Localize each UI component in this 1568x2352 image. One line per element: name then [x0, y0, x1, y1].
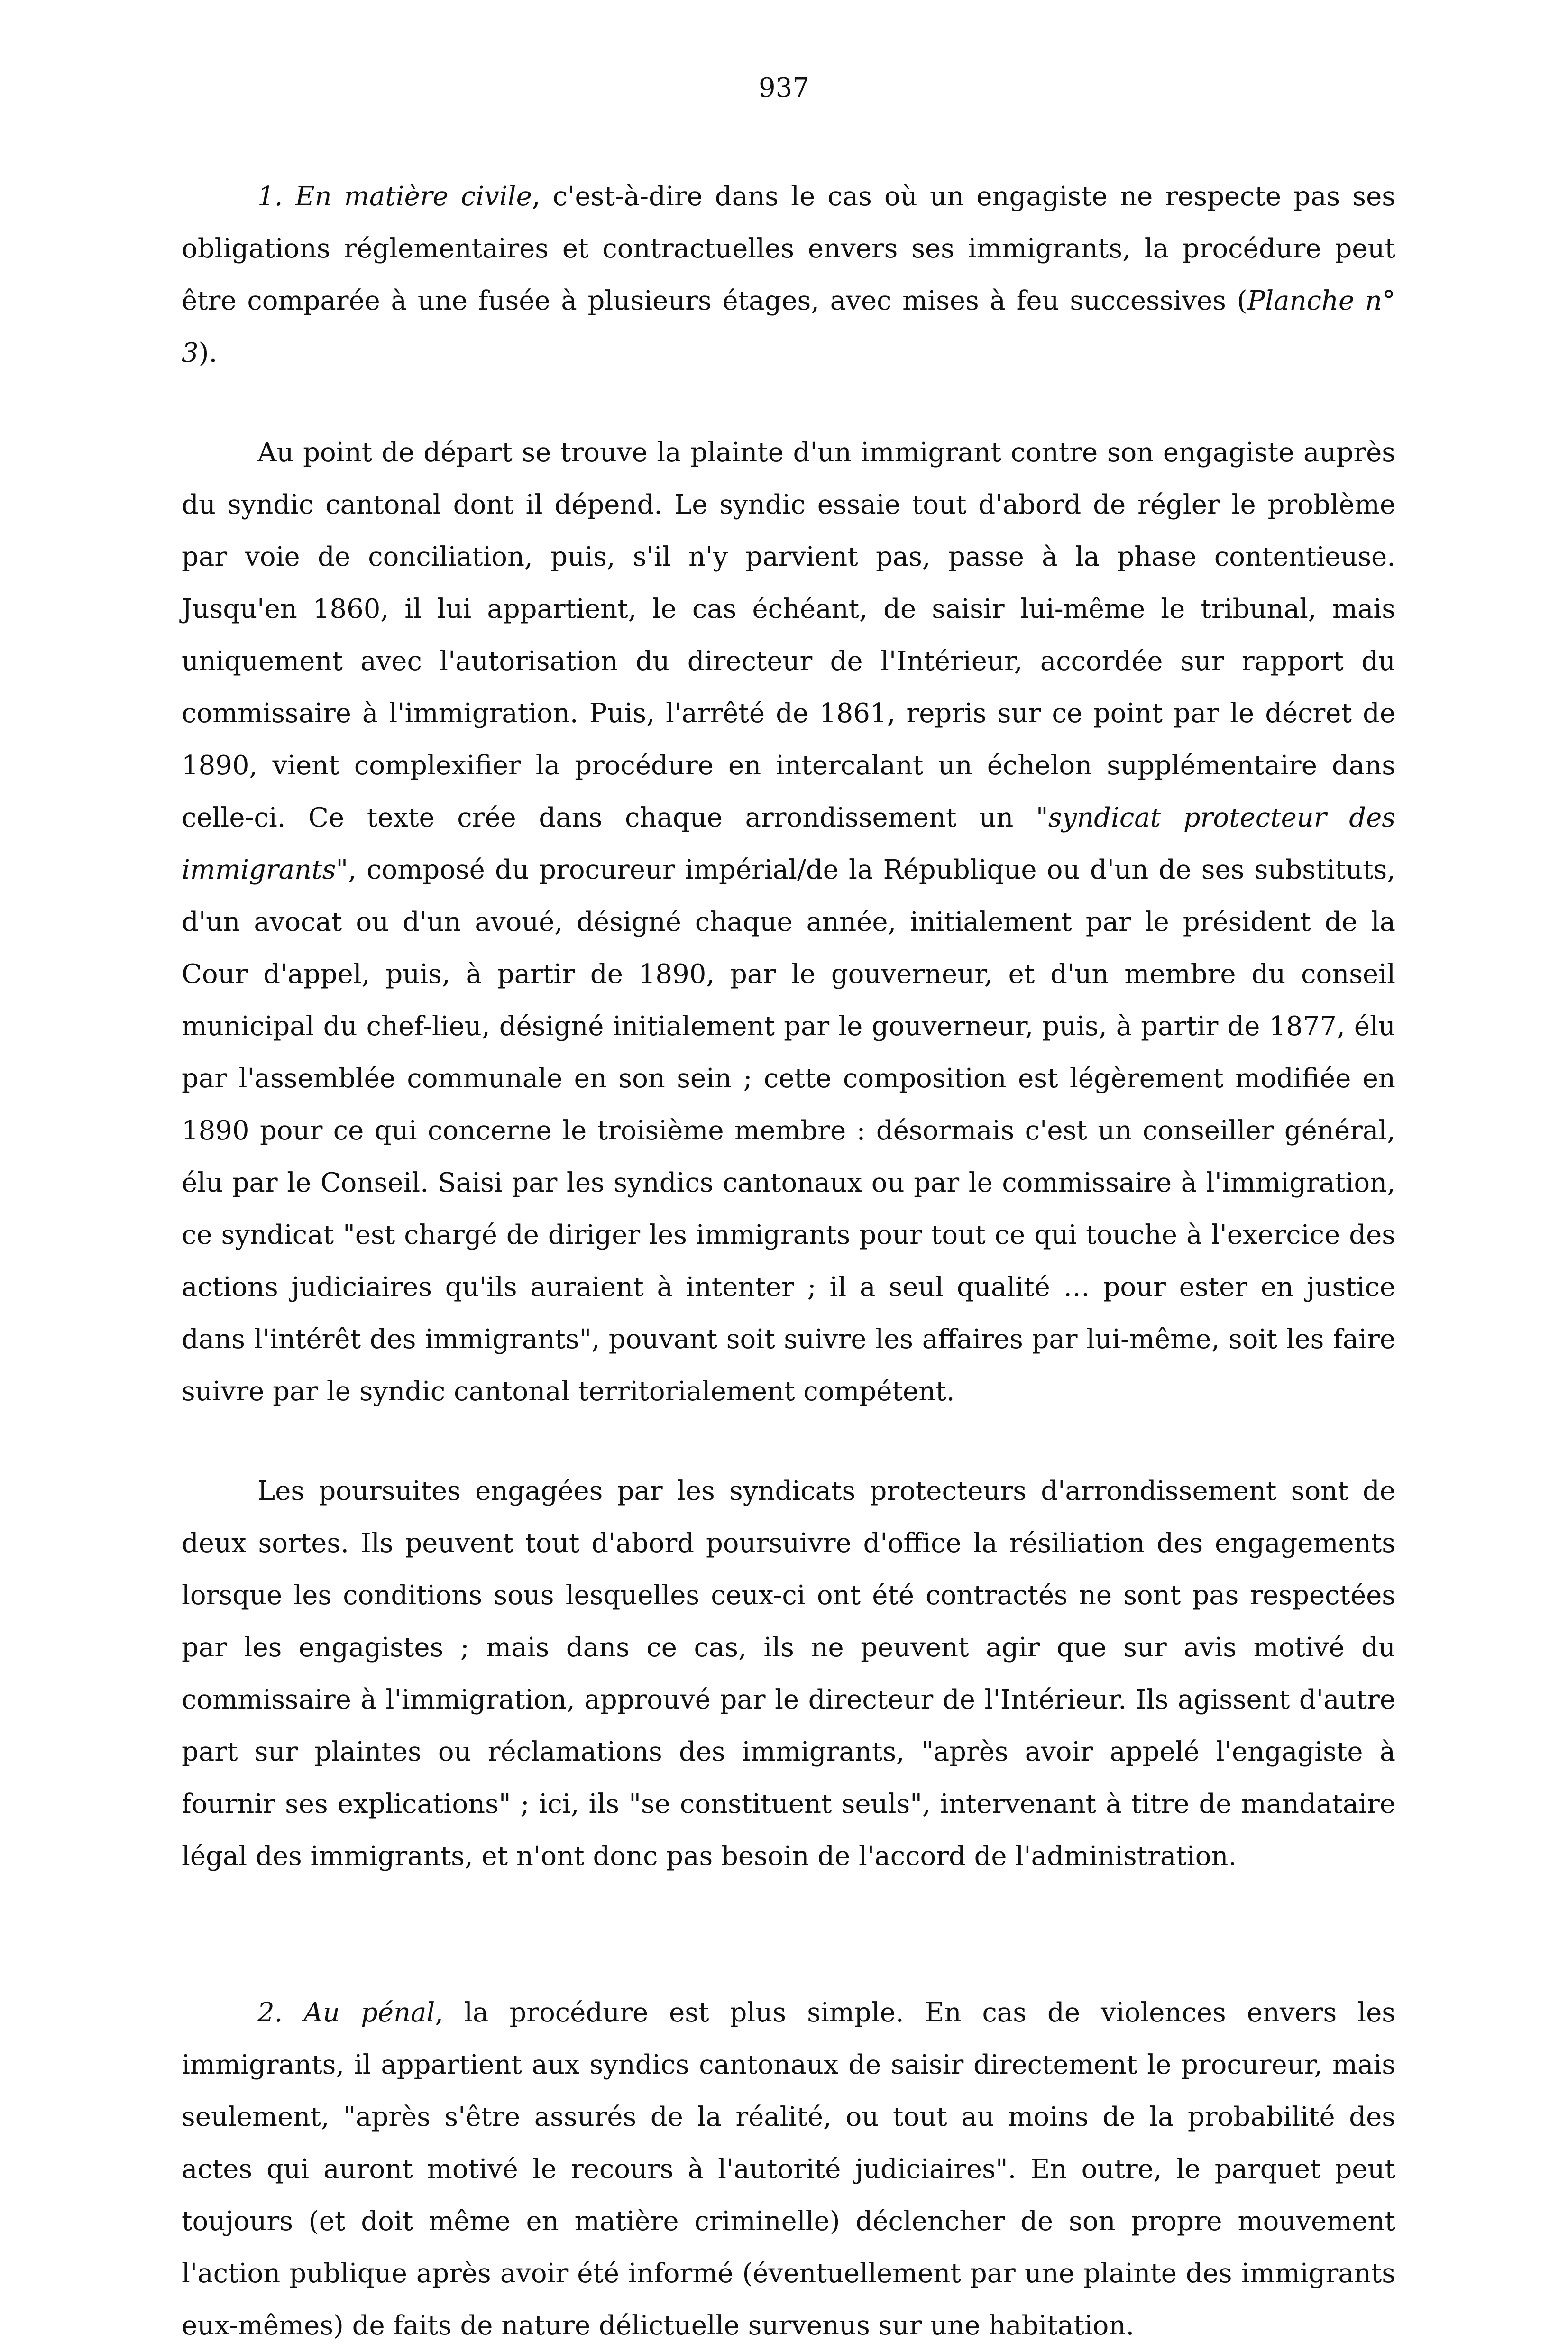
- page-number: 937: [759, 73, 809, 103]
- text-run: Les poursuites engagées par les syndicats protecteurs d'arrondissement sont de deux sortes. Ils peuvent tout d'abord poursuivre d'office la résiliation des engagements lorsque les conditions sous lesquelles ceux-ci ont été contractés ne sont pas respectées par les engagistes ; mais dans ce cas, ils ne peuvent agir que sur avis motivé du commissaire à l'immigration, approuvé par le directeur de l'Intérieur. Ils agissent d'autre part sur plaintes ou réclamations des immigrants, "après avoir appelé l'engagiste à fournir ses explications" ; ici, ils "se constituent seuls", intervenant à titre de mandataire légal des immigrants, et n'ont donc pas besoin de l'accord de l'administration.: [182, 1476, 1395, 1872]
- text-run: ).: [198, 338, 218, 368]
- section-heading-civil: 1. En matière civile: [257, 181, 532, 212]
- text-run: , c'est-à-dire dans le cas où un engagiste ne respecte pas ses obligations réglementaires et contractuelles envers ses immigrants, la procédure peut être comparée à une fusée à plusieurs étages, avec mises à feu successives (: [182, 181, 1395, 316]
- text-run: , la procédure est plus simple. En cas de violences envers les immigrants, il appartient aux syndics cantonaux de saisir directement le procureur, mais seulement, "après s'être assurés de la réalité, ou tout au moins de la probabilité des actes qui auront motivé le recours à l'autorité judiciaires". En outre, le parquet peut toujours (et doit même en matière criminelle) déclencher de son propre mouvement l'action publique après avoir été informé (éventuellement par une plainte des immigrants eux-mêmes) de faits de nature délictuelle survenus sur une habitation.: [182, 1997, 1395, 2341]
- syndicat-term: syndicat protecteur des immigrants: [182, 802, 1395, 885]
- text-run: Au point de départ se trouve la plainte d'un immigrant contre son engagiste auprès du syndic cantonal dont il dépend. Le syndic essaie tout d'abord de régler le problème par voie de conciliation, puis, s'il n'y parvient pas, passe à la phase contentieuse. Jusqu'en 1860, il lui appartient, le cas échéant, de saisir lui-même le tribunal, mais uniquement avec l'autorisation du directeur de l'Intérieur, accordée sur rapport du commissaire à l'immigration. Puis, l'arrêté de 1861, repris sur ce point par le décret de 1890, vient complexifier la procédure en intercalant un échelon supplémentaire dans celle-ci. Ce texte crée dans chaque arrondissement un ": [182, 437, 1395, 833]
- section-heading-criminal: 2. Au pénal: [257, 1997, 435, 2028]
- paragraph-criminal-procedure: [182, 1987, 1395, 2352]
- plate-reference: Planche n° 3: [182, 285, 1395, 368]
- text-run: ", composé du procureur impérial/de la République ou d'un de ses substituts, d'un avocat ou d'un avoué, désigné chaque année, initialement par le président de la Cour d'appel, puis, à partir de 1890, par le gouverneur, et d'un membre du conseil municipal du chef-lieu, désigné initialement par le gouverneur, puis, à partir de 1877, élu par l'assemblée communale en son sein ; cette composition est légèrement modifiée en 1890 pour ce qui concerne le troisième membre : désormais c'est un conseiller général, élu par le Conseil. Saisi par les syndics cantonaux ou par le commissaire à l'immigration, ce syndicat "est chargé de diriger les immigrants pour tout ce qui touche à l'exercice des actions judiciaires qu'ils auraient à intenter ; il a seul qualité … pour ester en justice dans l'intérêt des immigrants", pouvant soit suivre les affaires par lui-même, soit les faire suivre par le syndic cantonal territorialement compétent.: [182, 854, 1395, 1407]
- paragraph-civil-procedure: [182, 171, 1395, 379]
- body-text: [182, 171, 1395, 2352]
- paragraph-prosecutions: [182, 1465, 1395, 1883]
- paragraph-syndic-procedure: [182, 427, 1395, 1418]
